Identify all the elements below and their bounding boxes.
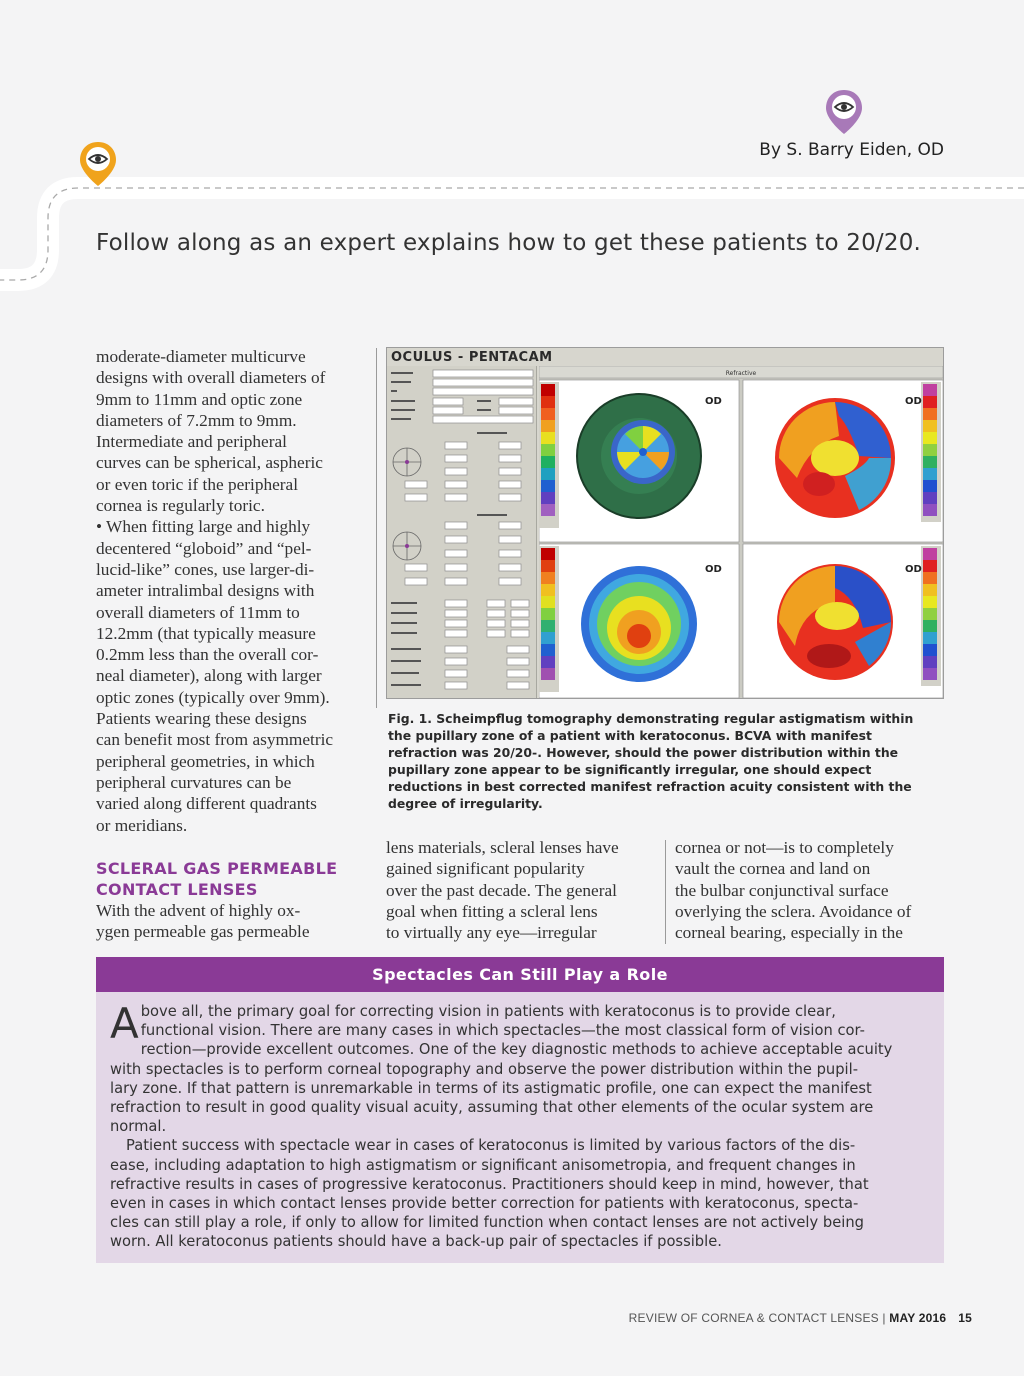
- back-elevation-map: [743, 544, 943, 698]
- body-text: cornea or not—is to completely vault the cornea and land on the bulbar conjunctival surface overlying the sclera. Avoidance of corneal bearing, especially in the: [675, 838, 912, 943]
- figure-caption: Fig. 1. Scheimpflug tomography demonstrating regular astigmatism within the pupillary zone of a patient with keratoconus. BCVA with manifest refraction was 20/20-. However, should the power distribution within the pupillary zone appear to be significantly irregular, one should expect reductions in best corrected manifest refraction acuity consistent with the degree of irregularity.: [388, 711, 914, 811]
- topography-maps: [539, 366, 943, 698]
- eye-location-pin-icon: [824, 88, 864, 136]
- article-deck: Follow along as an expert explains how to get these patients to 20/20.: [96, 230, 922, 256]
- author-byline: By S. Barry Eiden, OD: [759, 140, 944, 160]
- body-text: With the advent of highly ox- ygen permeable gas permeable: [96, 900, 310, 942]
- issue-date: MAY 2016: [889, 1311, 947, 1325]
- figure-title: OCULUS - PENTACAM: [391, 350, 553, 365]
- page-number: 15: [958, 1311, 972, 1325]
- pentacam-figure: [386, 347, 944, 699]
- axial-curvature-map: [539, 380, 739, 542]
- sidebar-paragraph: Patient success with spectacle wear in cases of keratoconus is limited by various factors of the dis- ease, including adaptation to high astigmatism or significant anisometropia, and frequent changes in refractive results in cases of progressive keratoconus. Practitioners should keep in mind, however, that even in cases in which contact lenses provide better correction for patients with keratoconus, specta- cles can still play a role, if only to allow for limited function when contact lenses are not actively being worn. All keratoconus patients should have a back-up pair of spectacles if possible.: [110, 1137, 869, 1251]
- sidebar-title: Spectacles Can Still Play a Role: [96, 957, 944, 992]
- drop-cap: A: [110, 999, 139, 1048]
- eye-label: OD: [905, 396, 922, 407]
- body-text: moderate-diameter multicurve designs with overall diameters of 9mm to 11mm and optic zone diameters of 7.2mm to 9mm. Intermediate and peripheral curves can be spherical, aspheric or even toric if the peripheral cornea is regularly toric. • When fitting large and highly decentered “globoid” and “pel- lucid-like” cones, use larger-di- ameter intralimbal designs with overall diameters of 11mm to 12.2mm (that typically measure 0.2mm less than the overall cor- neal diameter), along with larger optic zones (typically over 9mm). Patients wearing these designs can benefit most from asymmetric peripheral geometries, in which peripheral curvatures can be varied along different quadrants or meridians.: [96, 347, 334, 835]
- corneal-thickness-map: [539, 544, 739, 698]
- eye-label: OD: [705, 396, 722, 407]
- sidebar-paragraph: bove all, the primary goal for correcting vision in patients with keratoconus is to provide clear, functional vision. There are many cases in which spectacles—the most classical form of vision cor- rection—provide excellent outcomes. One of the key diagnostic methods to achieve acceptable acuity with spectacles is to perform corneal topography and observe the power distribution within the pupil- lary zone. If that pattern is unremarkable in terms of its astigmatic profile, one can expect the manifest refraction to result in good quality visual acuity, assuming that other elements of the ocular system are normal.: [110, 1003, 893, 1136]
- eye-location-pin-icon: [78, 140, 118, 188]
- column-divider: [376, 348, 377, 708]
- dashed-route-decoration: [0, 150, 1024, 300]
- sidebar-box: [96, 992, 944, 1263]
- column-divider: [665, 840, 666, 944]
- patient-data-panel: [387, 366, 537, 698]
- eye-label: OD: [905, 564, 922, 575]
- eye-label: OD: [705, 564, 722, 575]
- maps-graphic: [539, 366, 943, 698]
- front-elevation-map: [743, 380, 943, 542]
- journal-name: REVIEW OF CORNEA & CONTACT LENSES |: [628, 1311, 890, 1325]
- data-table-graphic: [387, 366, 537, 698]
- left-text-column: [96, 346, 366, 942]
- maps-header-label: Refractive: [725, 370, 757, 377]
- section-heading: SCLERAL GAS PERMEABLE CONTACT LENSES: [96, 858, 338, 899]
- page-footer: [560, 1311, 972, 1325]
- body-text: lens materials, scleral lenses have gained significant popularity over the past decade. The general goal when fitting a scleral lens to virtually any eye—irregular: [386, 838, 619, 943]
